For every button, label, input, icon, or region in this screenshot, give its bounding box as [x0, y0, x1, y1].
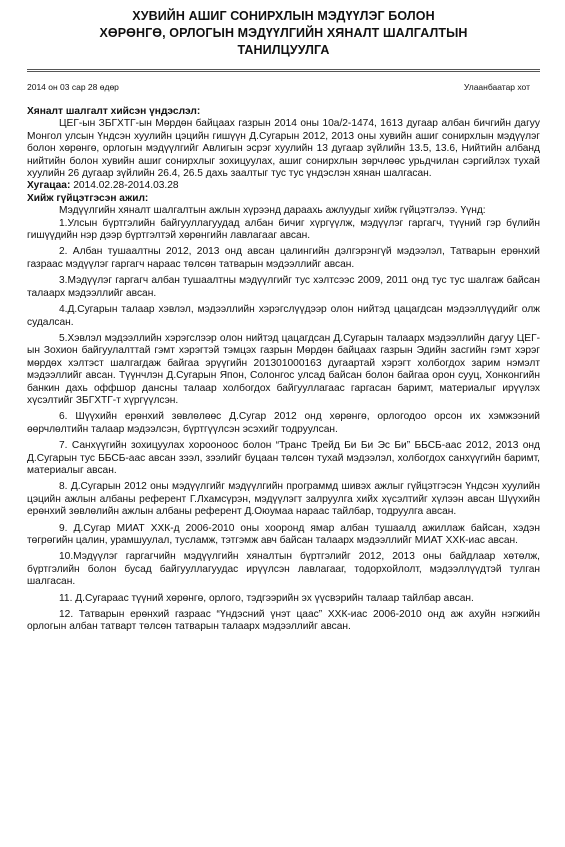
work-item-3: 3.Мэдүүлэг гаргагч албан тушаалтны мэдүүлгийг тус хэлтсээс 2009, 2011 онд тус тус шалгаж байсан талаарх мэдээллийг авсан.	[27, 275, 540, 299]
work-item-7: 7. Санхүүгийн зохицуулах хорооноос болон “Транс Трейд Би Би Эс Би” ББСБ-аас 2012, 2013 онд Д.Сугарын тус ББСБ-аас авсан зээл, зээлийг буцаан төлсөн тухай мэдээлэл, холбогдох санхүүгийн баримт, материалыг авсан.	[27, 440, 540, 476]
work-item-12: 12. Татварын ерөнхий газраас “Үндэсний үнэт цаас” ХХК-иас 2006-2010 онд аж ахуйн нэгжийн орлогын албан татварт төлсөн татварын талаарх мэдээллийг авсан.	[27, 609, 540, 633]
work-item-10: 10.Мэдүүлэг гаргагчийн мэдүүлгийн хяналтын бүртгэлийг 2012, 2013 оны байдлаар хөтөлж, бүртгэлийн болон бусад байгууллагуудас ирүүлсэн лавлагааг, тодорхойлолт, мэдээллүүдтэй тулган шалгасан.	[27, 551, 540, 588]
work-intro: Мэдүүлгийн хяналт шалгалтын ажлын хүрээнд дараахь ажлуудыг хийж гүйцэтгэлээ. Үүнд:	[59, 205, 486, 217]
title-line-2: ХӨРӨНГӨ, ОРЛОГЫН МЭДҮҮЛГИЙН ХЯНАЛТ ШАЛГАЛТЫН	[99, 26, 468, 40]
work-item-5: 5.Хэвлэл мэдээллийн хэрэгслээр олон нийтэд цацагдсан Д.Сугарын талаарх мэдээллийн дагуу ЦЕГ-ын Зохион байгуулалттай гэмт хэрэгтэй тэмцэх газрын Мөрдөн байцаах газрын Эдийн засгийн гэмт хэрэг мөрдөх хэлтэст шалгагдаж байгаа эрүүгийн 201301000163 дугаартай хэрэгт холбогдох зарим нэмэлт мэдээллийг авсан. Түүнчлэн Д.Сугарын Япон, Солонгос улсад байсан болон байгаа орон сууц, Хонконгийн банкин дахь оффшор дансны талаар холбогдох байгууллагаас гаргасан баримт, материалыг ирүүлэх хүсэлтийг ЗБГХТГ-т хүргүүлсэн.	[27, 332, 540, 406]
basis-text: ЦЕГ-ын ЗБГХТГ-ын Мөрдөн байцаах газрын 2014 оны 10а/2-1474, 1613 дугаар албан бичгийн дагуу Монгол улсын Үндсэн хуулийн цэцийн гишүүн Д.Сугарын 2012, 2013 оны хувийн ашиг сонирхлын мэдүүлэг болон хөрөнгө, орлогын мэдүүлгийг Авлигын эсрэг хуулийн 13 дугаар зүйлийн 13.5, 13.6, Нийтийн албанд нийтийн болон хувийн ашиг сонирхлыг зохицуулах, ашиг сонирхлын зөрчлөөс урьдчилан сэргийлэх тухай хуулийн 26 дугаар зүйлийн 26.4, 26.5 дахь заалтыг тус тус үндэслэн хянан шалгасан.	[27, 118, 540, 180]
title-line-1: ХУВИЙН АШИГ СОНИРХЛЫН МЭДҮҮЛЭГ БОЛОН	[132, 9, 435, 23]
date-place-row	[27, 82, 540, 98]
period-value: 2014.02.28-2014.03.28	[73, 180, 179, 192]
document-place: Улаанбаатар хот	[463, 82, 530, 92]
document-date: 2014 он 03 сар 28 өдөр	[27, 82, 119, 92]
title-divider	[27, 69, 540, 72]
title-line-3: ТАНИЛЦУУЛГА	[237, 43, 330, 57]
work-item-8: 8. Д.Сугарын 2012 оны мэдүүлгийг мэдүүлгийн программд шивэх ажлыг гүйцэтгэсэн Үндсэн хуулийн цэцийн ажлын албаны референт Г.Лхамсүрэн, мэдүүлэгт залруулга хийх хүсэлтийг хүлээн авсан Шүүхийн ерөнхий зөвлөлийн ажлын албаны референт Д.Оюумаа нараас тайлбар, тодруулга авсан.	[27, 481, 540, 518]
work-item-9: 9. Д.Сугар МИАТ ХХК-д 2006-2010 оны хооронд ямар албан тушаалд ажиллаж байсан, хэдэн төгрөгийн цалин, урамшуулал, тусламж, тэтгэмж авч байсан талаарх мэдээллийг МИАТ ХХК-иас авсан.	[27, 522, 540, 546]
period-row	[27, 180, 540, 192]
document-title	[27, 8, 540, 59]
work-item-1: 1.Улсын бүртгэлийн байгууллагуудад албан бичиг хүргүүлж, мэдүүлэг гаргагч, түүний гэр бүлийн гишүүдийн нэр дээр бүртгэлтэй хөрөнгийн лавлагааг авсан.	[27, 217, 540, 242]
work-item-6: 6. Шүүхийн ерөнхий зөвлөлөөс Д.Сугар 2012 онд хөрөнгө, орлогодоо орсон их хэмжээний өөрчлөлтийн талаар мэдээлсэн, бүртгүүлсэн эсэхийг тодруулсан.	[27, 411, 540, 435]
period-label: Хугацаа:	[27, 180, 71, 192]
document-body	[27, 106, 540, 634]
work-heading: Хийж гүйцэтгэсэн ажил:	[27, 192, 149, 204]
work-item-4: 4.Д.Сугарын талаар хэвлэл, мэдээллийн хэрэгслүүдээр олон нийтэд цацагдсан мэдээллүүдийг олж судалсан.	[27, 304, 540, 328]
basis-heading: Хяналт шалгалт хийсэн үндэслэл:	[27, 106, 201, 117]
work-item-2: 2. Албан тушаалтны 2012, 2013 онд авсан цалингийн дэлгэрэнгүй мэдээлэл, Татварын ерөнхий газраас мэдүүлэг гаргагч нараас төлсөн татварын мэдээллийг авсан.	[27, 246, 540, 270]
work-item-11: 11. Д.Сугараас түүний хөрөнгө, орлого, тэдгээрийн эх үүсвэрийн талаар тайлбар авсан.	[59, 592, 474, 604]
